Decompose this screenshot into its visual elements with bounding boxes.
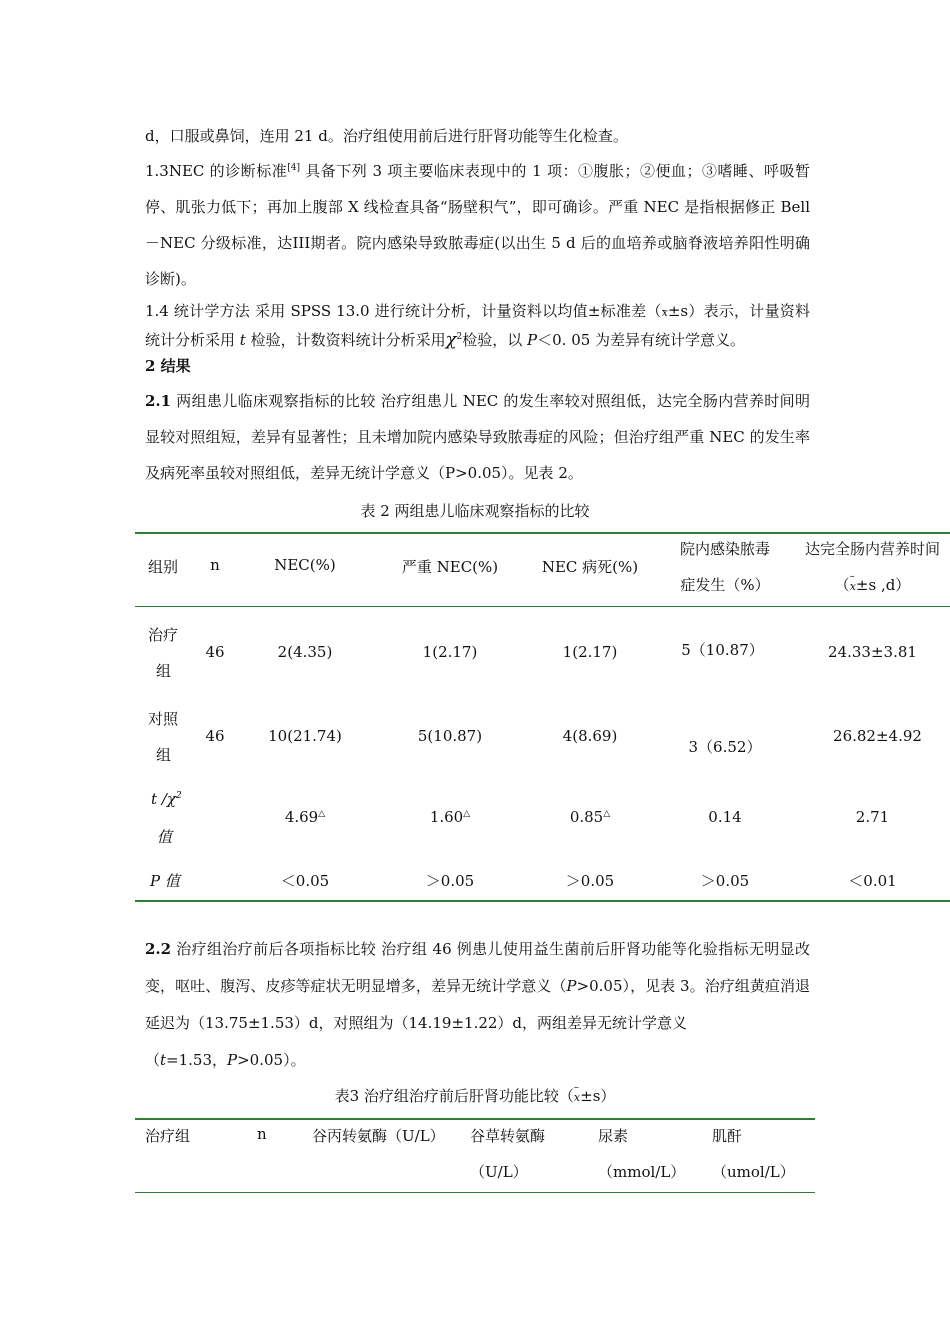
caption-text: 表 2 两组患儿临床观察指标的比较 <box>360 502 590 520</box>
paragraph-text: 两组患儿临床观察指标的比较 治疗组患儿 NEC 的发生率较对照组低，达完全肠内营养时间明显较对照组短，差异有显著性；且未增加院内感染导致脓毒症的风险；但治疗组严重 NEC 的发生率及病死率虽较对照组低，差异无统计学意义（P>0.05）。见表 2。 <box>145 392 810 482</box>
header-ast-line2: （U/L） <box>470 1163 528 1181</box>
reference-superscript: [4] <box>287 163 300 173</box>
header-n: n <box>210 556 220 574</box>
paragraph-text: 检验，以 <box>462 331 528 349</box>
row-treatment-group-line2: 组 <box>156 662 172 680</box>
x-bar-symbol: – x <box>574 1091 580 1104</box>
row-control-n: 46 <box>205 727 225 745</box>
row-stat-label-line1: t $/\chi^2$ <box>151 790 182 808</box>
section-label: 2.2 <box>145 940 172 958</box>
row-stat-severe: 1.60△ <box>429 808 471 826</box>
row-stat-nec: 4.69△ <box>284 808 326 826</box>
paragraph-dosage <box>145 118 810 154</box>
header-ast-line1: 谷草转氨酶 <box>470 1127 546 1145</box>
row-treatment-time: 24.33±3.81 <box>828 643 917 661</box>
row-treatment-nec: 2(4.35) <box>277 643 333 661</box>
row-stat-death: 0.85△ <box>569 808 611 826</box>
header-creatinine-line2: （umol/L） <box>712 1163 795 1181</box>
paragraph-text: 1.4 统计学方法 采用 SPSS 13.0 进行统计分析，计量资料以均值±标准差（ <box>145 302 662 320</box>
table-header-rule <box>135 606 950 607</box>
p-symbol: P <box>527 331 538 349</box>
paragraph-text: 治疗组治疗前后各项指标比较 治疗组 46 例患儿使用益生菌前后肝肾功能等化验指标无明显改变，呕吐、腹泻、皮疹等症状无明显增多，差异无统计学意义（ <box>145 940 810 995</box>
t-symbol: t <box>160 1051 167 1069</box>
header-creatinine-line1: 肌酐 <box>712 1127 743 1145</box>
chi-symbol: χ <box>445 329 457 350</box>
x-bar-symbol: – x <box>850 580 856 593</box>
header-urea-line2: （mmol/L） <box>598 1163 686 1181</box>
header-sepsis-line1: 院内感染脓毒 <box>679 540 770 558</box>
paragraph-2-2: 2.2 治疗组治疗前后各项指标比较 治疗组 46 例患儿使用益生菌前后肝肾功能等化验指标无明显改变，呕吐、腹泻、皮疹等症状无明显增多，差异无统计学意义（P>0.05），见表 3。治疗组黄疸消退延迟为（13.75±1.53）d，对照组为（14.19±1.22）d，两组差异无统计学意义 （t=1.53，P>0.05）。 <box>145 940 810 1069</box>
row-control-group-line2: 组 <box>156 746 172 764</box>
row-treatment-n: 46 <box>205 643 225 661</box>
section-label: 2.1 <box>145 392 172 410</box>
row-p-death: ＞0.05 <box>565 872 615 890</box>
paragraph-1-3 <box>145 153 810 297</box>
header-group: 治疗组 <box>145 1127 191 1145</box>
header-nec-death: NEC 病死(%) <box>541 558 639 576</box>
t-symbol: t <box>239 331 246 349</box>
section-label: 1.3NEC 的诊断标准 <box>145 162 288 180</box>
paragraph-text: >0.05），见表 3。治疗组黄疸消退延迟为（13.75±1.53）d，对照组为（14.19±1.22）d，两组差异无统计学意义 <box>145 977 810 1032</box>
row-control-death: 4(8.69) <box>562 727 618 745</box>
p-symbol: P <box>227 1051 238 1069</box>
heading-text: 2 结果 <box>145 357 191 375</box>
row-p-sepsis: ＞0.05 <box>700 872 750 890</box>
row-treatment-sepsis: 5（10.87） <box>681 641 764 659</box>
row-treatment-group-line1: 治疗 <box>148 626 179 644</box>
table-top-rule <box>135 1118 815 1120</box>
paragraph-text: d，口服或鼻饲，连用 21 d。治疗组使用前后进行肝肾功能等生化检查。 <box>145 127 628 145</box>
x-bar-symbol: – x <box>662 306 668 319</box>
header-time-line2: （– x±s ,d） <box>795 574 950 595</box>
paragraph-1-4 <box>145 298 810 354</box>
paragraph-text: 具备下列 3 项主要临床表现中的 1 项：①腹胀；②便血；③嗜睡、呼吸暂停、肌张力低下；再加上腹部 X 线检查具备“肠壁积气”，即可确诊。严重 NEC 是指根据修正 Bell－NEC 分级标准，达III期者。院内感染导致脓毒症(以出生 5 d 后的血培养或脑脊液培养阳性明确诊断)。 <box>145 162 810 288</box>
header-severe-nec: 严重 NEC(%) <box>401 558 499 576</box>
triangle-mark: △ <box>463 809 471 819</box>
header-n: n <box>257 1125 267 1143</box>
paragraph-text: 检验，计数资料统计分析采用 <box>245 331 446 349</box>
row-control-time: 26.82±4.92 <box>833 727 922 745</box>
row-stat-label-line2: 值 <box>157 828 173 846</box>
header-nec: NEC(%) <box>274 556 336 574</box>
row-treatment-death: 1(2.17) <box>562 643 618 661</box>
section-heading-results <box>145 348 810 384</box>
triangle-mark: △ <box>318 809 326 819</box>
table-bottom-rule <box>135 900 950 902</box>
table-2-caption <box>0 500 950 521</box>
header-urea-line1: 尿素 <box>598 1127 629 1145</box>
table-top-rule <box>135 532 950 534</box>
row-control-severe: 5(10.87) <box>417 727 483 745</box>
row-p-time: ＜0.01 <box>848 872 897 890</box>
row-control-group-line1: 对照 <box>148 710 179 728</box>
paragraph-2-1 <box>145 383 810 491</box>
row-stat-time: 2.71 <box>855 808 890 826</box>
row-treatment-severe: 1(2.17) <box>422 643 478 661</box>
row-control-sepsis: 3（6.52） <box>688 738 762 756</box>
row-stat-sepsis: 0.14 <box>708 808 742 826</box>
row-control-nec: 10(21.74) <box>268 727 342 745</box>
table-header-rule <box>135 1192 815 1193</box>
header-sepsis-line2: 症发生（%） <box>680 576 770 594</box>
row-p-label: P 值 <box>150 872 180 890</box>
triangle-mark: △ <box>603 809 611 819</box>
chi-superscript: 2 <box>456 332 463 342</box>
p-symbol: P <box>566 977 577 995</box>
header-time-line1: 达完全肠内营养时间 <box>804 540 940 558</box>
table-3-caption: 表3 治疗组治疗前后肝肾功能比较（– x±s） <box>0 1085 950 1106</box>
paragraph-text: ±s）表示，计量资料统计分析采用 <box>145 302 810 349</box>
header-alt: 谷丙转氨酶（U/L） <box>312 1127 445 1145</box>
row-p-nec: ＜0.05 <box>280 872 330 890</box>
paragraph-text: ＜0. 05 为差异有统计学意义。 <box>537 331 746 349</box>
header-group: 组别 <box>148 558 179 576</box>
row-p-severe: ＞0.05 <box>425 872 475 890</box>
